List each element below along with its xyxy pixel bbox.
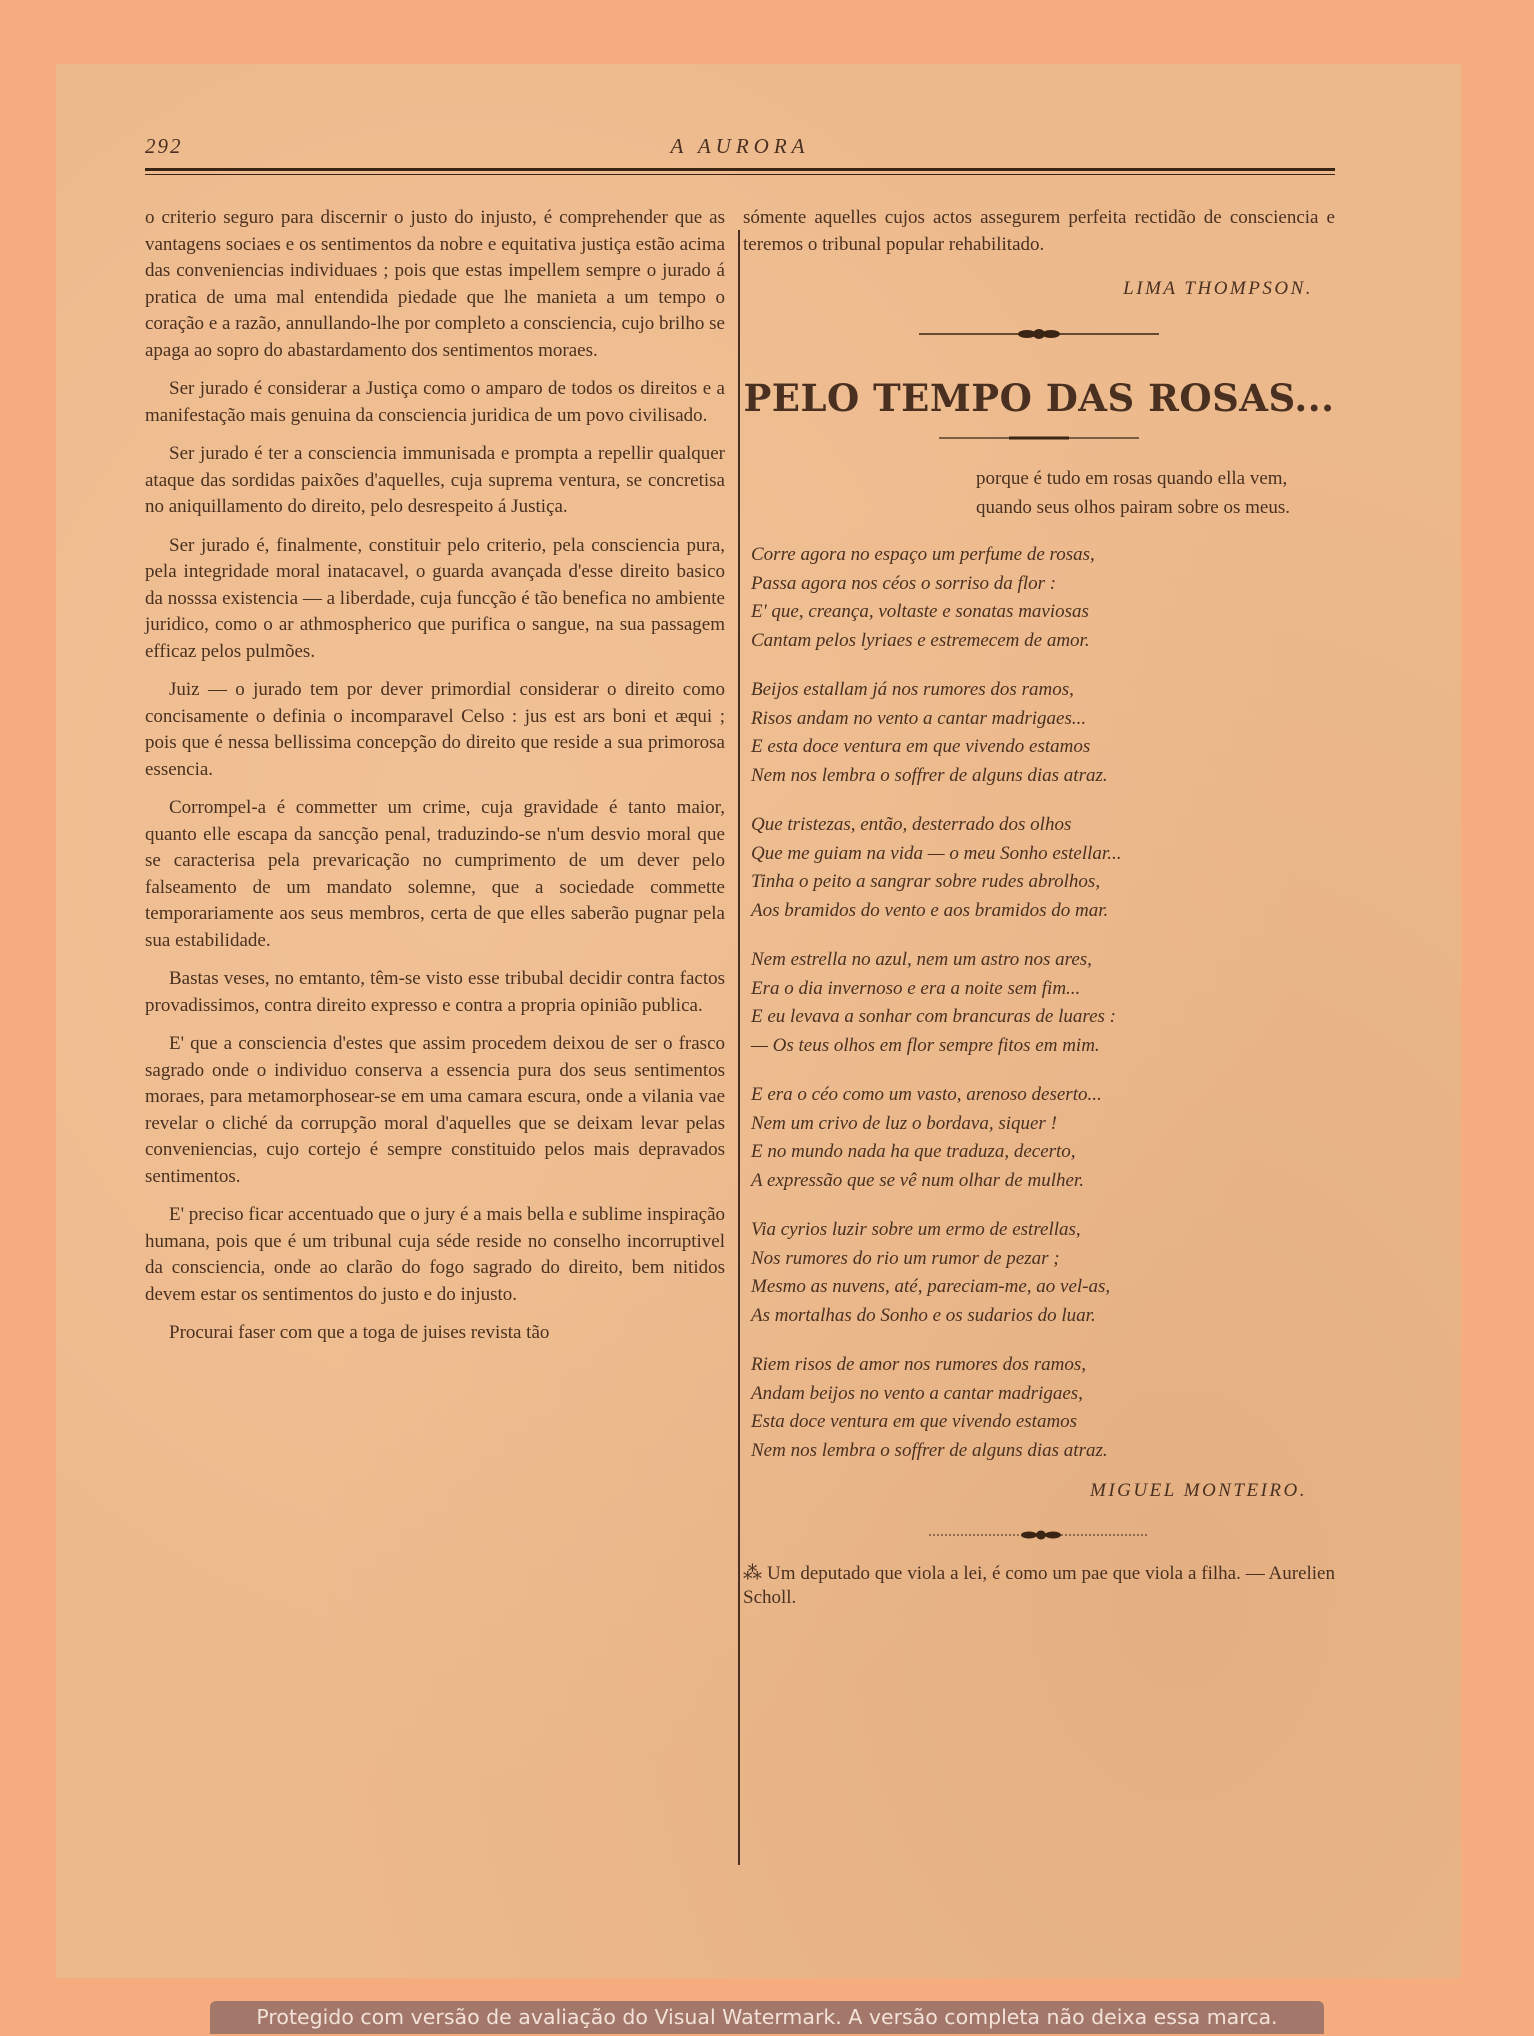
title-rule-icon <box>939 434 1139 442</box>
paragraph: Ser jurado é, finalmente, constituir pelo criterio, pela consciencia pura, pela integridade moral inatacavel, o guarda avançada d'esse direito basico da nosssa existencia — a liberdade, cuja funcção é tão benefica no ambiente juridico, como o ar athmospherico que purifica o sangue, na sua passagem efficaz pelos pulmões. <box>145 534 725 662</box>
paragraph: Corrompel-a é commetter um crime, cuja gravidade é tanto maior, quanto elle escapa da sancção penal, traduzindo-se n'um desvio moral que se caracterisa pela prevaricação no cumprimento de um dever pelo falseamento de um mandato solemne, que a sociedade commette temporariamente aos seus membros, certa de que elles saberão pugnar pela sua estabilidade. <box>145 797 725 951</box>
poem-body <box>743 541 1335 1465</box>
right-column <box>743 205 1335 1629</box>
verse-line: Beijos estallam já nos rumores dos ramos, <box>751 679 1074 700</box>
verse-line: Tinha o peito a sangrar sobre rudes abrolhos, <box>751 871 1101 892</box>
verse-line: Nem estrella no azul, nem um astro nos ares, <box>751 949 1092 970</box>
verse-line: E era o céo como um vasto, arenoso deserto... <box>751 1084 1102 1105</box>
verse-line: E no mundo nada ha que traduza, decerto, <box>751 1141 1076 1162</box>
stanza <box>751 676 1335 790</box>
verse-line: Esta doce ventura em que vivendo estamos <box>751 1411 1078 1432</box>
stanza <box>751 1351 1335 1465</box>
epigraph: porque é tudo em rosas quando ella vem, quando seus olhos pairam sobre os meus. <box>976 468 1290 518</box>
verse-line: Riem risos de amor nos rumores dos ramos, <box>751 1354 1086 1375</box>
header-rule-thin <box>145 174 1335 175</box>
aphorism-mark: ⁂ <box>743 1563 763 1584</box>
verse-line: E eu levava a sonhar com brancuras de luares : <box>751 1006 1116 1027</box>
verse-line: A expressão que se vê num olhar de mulher. <box>751 1169 1084 1191</box>
verse-line: Que me guiam na vida — o meu Sonho estellar... <box>751 842 1122 864</box>
column-divider <box>738 230 740 1865</box>
verse-line: Nem um crivo de luz o bordava, siquer ! <box>751 1112 1057 1134</box>
paragraph: E' preciso ficar accentuado que o jury é a mais bella e sublime inspiração humana, pois que é um tribunal cuja séde reside no conselho incorruptivel da consciencia, onde ao clarão do fogo sagrado do direito, bem nitidos devem estar os sentimentos do justo e do injusto. <box>145 1204 725 1305</box>
paragraph: Procurai faser com que a toga de juises revista tão <box>169 1322 550 1343</box>
aphorism <box>743 1562 1335 1610</box>
article-continuation: sómente aquelles cujos actos assegurem perfeita rectidão de consciencia e teremos o tribunal popular rehabilitado. <box>743 207 1335 255</box>
verse-line: Nem nos lembra o soffrer de alguns dias atraz. <box>751 764 1108 786</box>
verse-line: Mesmo as nuvens, até, pareciam-me, ao vel-as, <box>751 1276 1111 1297</box>
ornament-divider-icon <box>929 1528 1149 1542</box>
paragraph: o criterio seguro para discernir o justo do injusto, é comprehender que as vantagens sociaes e os sentimentos da nobre e equitativa justiça estão acima das conveniencias individuaes ; pois que estas impellem sempre o jurado á pratica de uma mal entendida piedade que lhe manieta a um tempo o coração e a razão, annullando-lhe por completo a consciencia, cujo brilho se apaga ao sopro do abastardamento dos sentimentos moraes. <box>145 207 725 361</box>
verse-line: Corre agora no espaço um perfume de rosas, <box>751 544 1095 565</box>
stanza <box>751 1216 1335 1330</box>
header-rule <box>145 168 1335 171</box>
verse-line: As mortalhas do Sonho e os sudarios do luar. <box>751 1304 1096 1326</box>
verse-line: Que tristezas, então, desterrado dos olhos <box>751 814 1072 835</box>
poem-signature: MIGUEL MONTEIRO. <box>1090 1480 1307 1501</box>
verse-line: Andam beijos no vento a cantar madrigaes, <box>751 1382 1083 1404</box>
paragraph: E' que a consciencia d'estes que assim procedem deixou de ser o frasco sagrado onde o individuo conserva a essencia pura dos seus sentimentos moraes, para metamorphosear-se em uma camara escura, onde a vilania vae revelar o cliché da corrupção moral d'aquelles que se deixam levar pelas conveniencias, cujo cortejo é sempre constituido pelos mais depravados sentimentos. <box>145 1033 725 1187</box>
poem-title: PELO TEMPO DAS ROSAS... <box>743 376 1335 420</box>
aphorism-text: Um deputado que viola a lei, é como um pae que viola a filha. — Aurelien Scholl. <box>743 1563 1335 1608</box>
stanza <box>751 1081 1335 1195</box>
page-number: 292 <box>145 134 183 158</box>
ornament-divider-icon <box>919 326 1159 342</box>
paragraph: Bastas veses, no emtanto, têm-se visto esse tribubal decidir contra factos provadissimos, contra direito expresso e contra a propria opinião publica. <box>145 968 725 1016</box>
paragraph: Juiz — o jurado tem por dever primordial considerar o direito como concisamente o definia o incomparavel Celso : jus est ars boni et æqui ; pois que é nessa bellissima concepção do direito que reside a sua primorosa essencia. <box>145 679 725 780</box>
verse-line: Era o dia invernoso e era a noite sem fim... <box>751 977 1081 999</box>
stanza <box>751 541 1335 655</box>
verse-line: — Os teus olhos em flor sempre fitos em mim. <box>751 1034 1100 1056</box>
running-title: A AURORA <box>670 134 810 158</box>
page-header <box>145 134 1335 164</box>
verse-line: E esta doce ventura em que vivendo estamos <box>751 736 1091 757</box>
watermark-banner: Protegido com versão de avaliação do Visual Watermark. A versão completa não deixa essa marca. <box>210 2001 1324 2034</box>
verse-line: Nem nos lembra o soffrer de alguns dias atraz. <box>751 1439 1108 1461</box>
verse-line: E' que, creança, voltaste e sonatas maviosas <box>751 601 1089 622</box>
stanza <box>751 946 1335 1060</box>
article-signature: LIMA THOMPSON. <box>1123 278 1313 299</box>
paragraph: Ser jurado é ter a consciencia immunisada e prompta a repellir qualquer ataque das sordidas paixões d'aquelles, cuja suprema ventura, se concretisa no aniquillamento do direito, pelo desrespeito á Justiça. <box>145 443 725 517</box>
verse-line: Nos rumores do rio um rumor de pezar ; <box>751 1247 1060 1269</box>
paragraph: Ser jurado é considerar a Justiça como o amparo de todos os direitos e a manifestação mais genuina da consciencia juridica de um povo civilisado. <box>145 378 725 426</box>
stanza <box>751 811 1335 925</box>
verse-line: Aos bramidos do vento e aos bramidos do mar. <box>751 899 1109 921</box>
verse-line: Risos andam no vento a cantar madrigaes... <box>751 707 1087 729</box>
left-column <box>145 205 725 1359</box>
verse-line: Via cyrios luzir sobre um ermo de estrellas, <box>751 1219 1081 1240</box>
verse-line: Passa agora nos céos o sorriso da flor : <box>751 572 1057 594</box>
verse-line: Cantam pelos lyriaes e estremecem de amor. <box>751 629 1090 651</box>
